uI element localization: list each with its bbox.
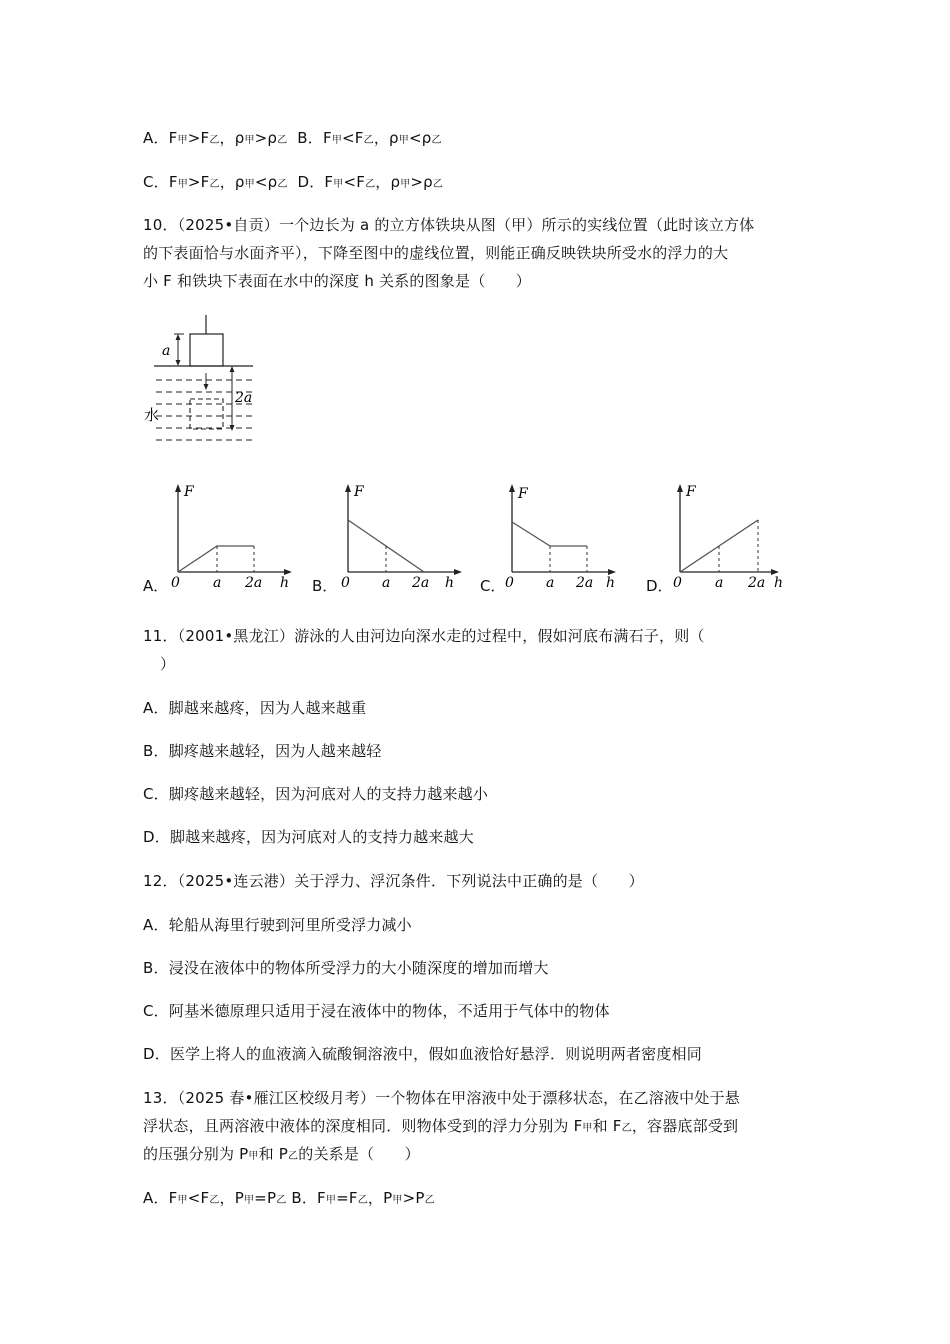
graph-a-tick-a: a	[213, 575, 222, 591]
q11-text-line2: ）	[160, 655, 176, 673]
water-dashes	[156, 380, 253, 440]
cube-water-figure	[140, 310, 270, 455]
q10-text-line1: 10．（2025•自贡）一个边长为 a 的立方体铁块从图（甲）所示的实线位置（此时该立方体	[143, 216, 755, 234]
graph-d-letter[interactable]: D．	[646, 577, 673, 595]
graph-b[interactable]	[332, 480, 472, 592]
q12-option-b[interactable]: B．浸没在液体中的物体所受浮力的大小随深度的增加而增大	[143, 959, 549, 977]
q9-options-line1: A．F甲>F乙，ρ甲>ρ乙 B．F甲<F乙，ρ甲<ρ乙	[143, 129, 442, 147]
water-label: 水	[144, 406, 160, 424]
q11-text-line1: 11．（2001•黑龙江）游泳的人由河边向深水走的过程中，假如河底布满石子，则（	[143, 627, 705, 645]
q12-text-line1: 12．（2025•连云港）关于浮力、浮沉条件．下列说法中正确的是（ ）	[143, 872, 644, 890]
cube-solid	[190, 334, 223, 366]
side-label: a	[162, 343, 171, 359]
graph-c-letter[interactable]: C．	[480, 577, 506, 595]
graph-c-tick-a: a	[546, 575, 555, 591]
graph-c-origin: 0	[505, 575, 514, 591]
graph-a-letter[interactable]: A．	[143, 577, 169, 595]
q11-option-c[interactable]: C．脚疼越来越轻，因为河底对人的支持力越来越小	[143, 785, 489, 803]
graph-c-f: F	[518, 486, 528, 502]
graph-a-tick-2a: 2a	[245, 575, 263, 591]
graph-d-tick-a: a	[715, 575, 724, 591]
graph-c-h: h	[606, 575, 616, 591]
graph-d-origin: 0	[673, 575, 682, 591]
graph-b-origin: 0	[341, 575, 350, 591]
q11-option-a[interactable]: A．脚越来越疼，因为人越来越重	[143, 699, 367, 717]
depth-label: 2a	[235, 390, 253, 406]
graph-d-tick-2a: 2a	[748, 575, 766, 591]
graph-b-letter[interactable]: B．	[312, 577, 338, 595]
q13-text-line1: 13．（2025 春•雁江区校级月考）一个物体在甲溶液中处于漂移状态，在乙溶液中处于悬	[143, 1089, 740, 1107]
graph-b-tick-a: a	[382, 575, 391, 591]
q9-options-line2: C．F甲>F乙，ρ甲<ρ乙 D．F甲<F乙，ρ甲>ρ乙	[143, 173, 444, 191]
graph-d-f: F	[686, 484, 696, 500]
graph-a[interactable]	[162, 480, 302, 592]
graph-d-h: h	[774, 575, 784, 591]
graph-c-curve	[512, 522, 587, 546]
q10-text-line3: 小 F 和铁块下表面在水中的深度 h 关系的图象是（ ）	[143, 272, 532, 290]
q10-text-line2: 的下表面恰与水面齐平），下降至图中的虚线位置，则能正确反映铁块所受水的浮力的大	[143, 244, 729, 262]
graph-b-tick-2a: 2a	[412, 575, 430, 591]
graph-a-curve	[178, 546, 254, 572]
q13-text-line3: 的压强分别为 P甲和 P乙的关系是（ ）	[143, 1145, 420, 1163]
graph-a-f: F	[184, 484, 194, 500]
graph-c-tick-2a: 2a	[576, 575, 594, 591]
graph-b-h: h	[445, 575, 455, 591]
q13-options-line[interactable]: A．F甲<F乙，P甲=P乙 B．F甲=F乙，P甲>P乙	[143, 1189, 435, 1207]
q11-option-b[interactable]: B．脚疼越来越轻，因为人越来越轻	[143, 742, 382, 760]
q13-text-line2: 浮状态，且两溶液中液体的深度相同．则物体受到的浮力分别为 F甲和 F乙，容器底部受到	[143, 1117, 739, 1135]
graph-d[interactable]	[666, 480, 796, 592]
q12-option-a[interactable]: A．轮船从海里行驶到河里所受浮力减小	[143, 916, 412, 934]
q12-option-c[interactable]: C．阿基米德原理只适用于浸在液体中的物体，不适用于气体中的物体	[143, 1002, 610, 1020]
graph-c[interactable]	[496, 480, 636, 592]
graph-a-h: h	[280, 575, 290, 591]
q11-option-d[interactable]: D．脚越来越疼，因为河底对人的支持力越来越大	[143, 828, 474, 846]
q12-option-d[interactable]: D．医学上将人的血液滴入硫酸铜溶液中，假如血液恰好悬浮．则说明两者密度相同	[143, 1045, 702, 1063]
graph-a-origin: 0	[171, 575, 180, 591]
graph-b-f: F	[354, 484, 364, 500]
